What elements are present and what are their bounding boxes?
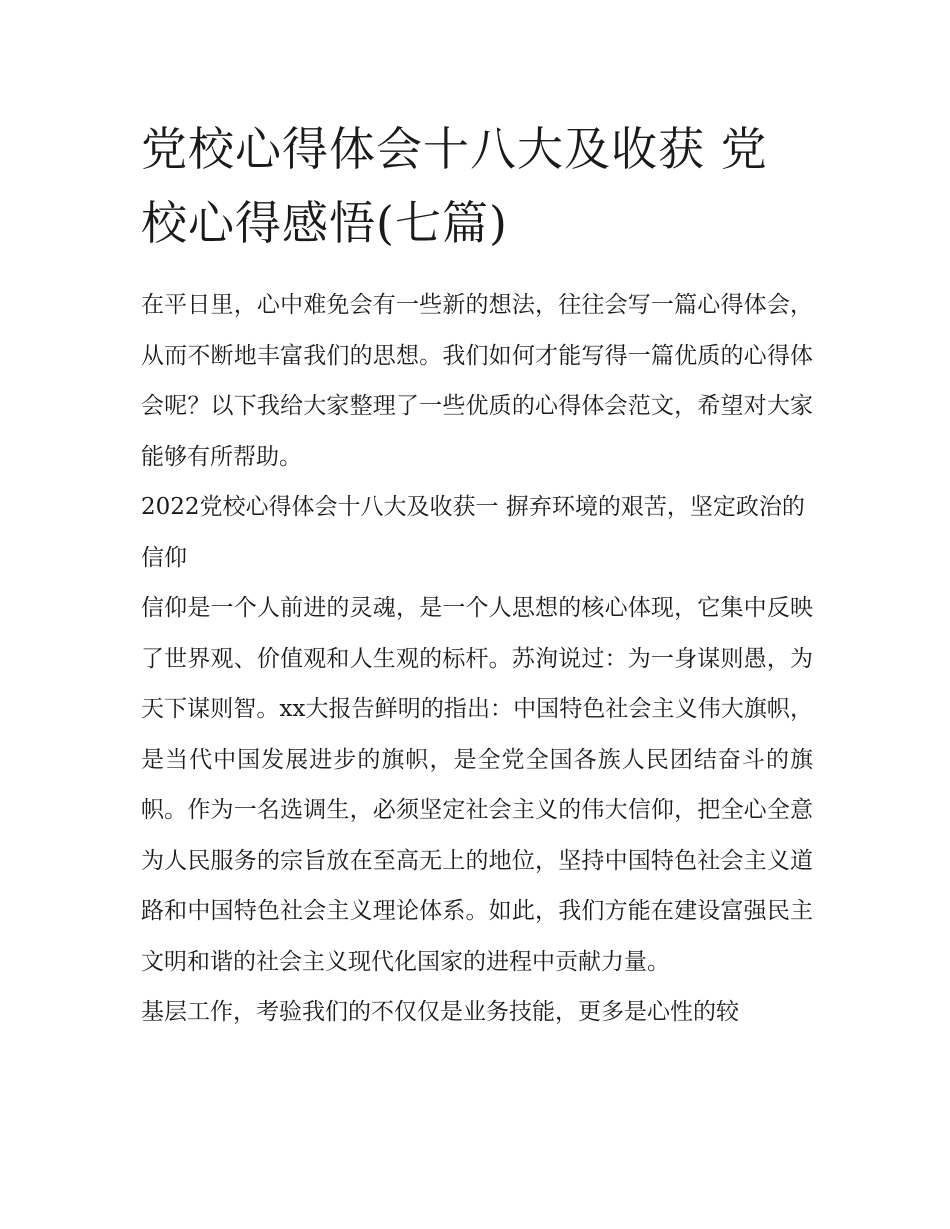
section-heading: 2022党校心得体会十八大及收获一 摒弃环境的艰苦，坚定政治的信仰 [141,494,805,571]
intro-paragraph: 在平日里，心中难免会有一些新的想法，往往会写一篇心得体会，从而不断地丰富我们的思想。我们如何才能写得一篇优质的心得体会呢？以下我给大家整理了一些优质的心得体会范文，希望对大家能够有所帮助。 [141,292,813,470]
body-paragraph-2: 基层工作，考验我们的不仅仅是业务技能，更多是心性的较 [141,999,739,1025]
body-paragraph-1: 信仰是一个人前进的灵魂，是一个人思想的核心体现，它集中反映了世界观、价值观和人生观的标杆。苏洵说过：为一身谋则愚，为天下谋则智。xx大报告鲜明的指出：中国特色社会主义伟大旗帜，是当代中国发展进步的旗帜，是全党全国各族人民团结奋斗的旗帜。作为一名选调生，必须坚定社会主义的伟大信仰，把全心全意为人民服务的宗旨放在至高无上的地位，坚持中国特色社会主义道路和中国特色社会主义理论体系。如此，我们方能在建设富强民主文明和谐的社会主义现代化国家的进程中贡献力量。 [141,595,813,975]
document-title: 党校心得体会十八大及收获 党校心得感悟(七篇) [141,122,768,250]
document-page [141,112,813,1038]
